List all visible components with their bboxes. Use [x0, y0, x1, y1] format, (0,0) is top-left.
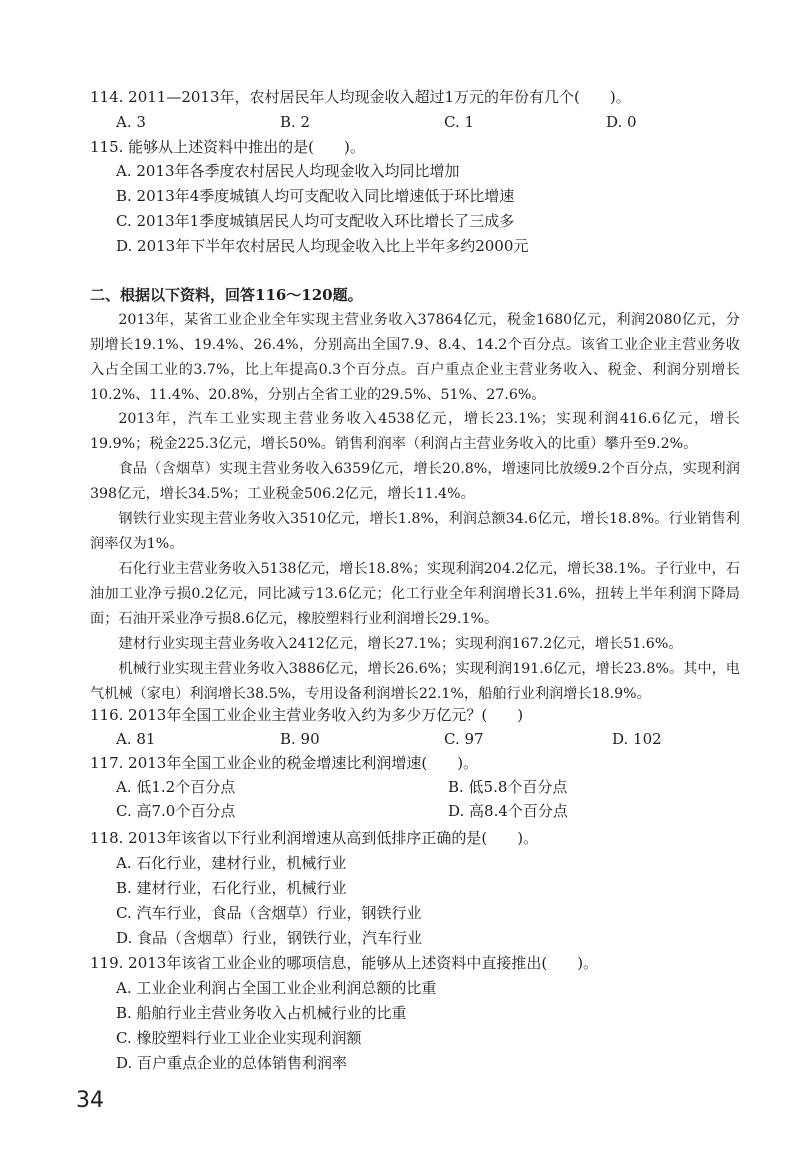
q115-option-c: C. 2013年1季度城镇居民人均可支配收入环比增长了三成多: [116, 212, 515, 230]
q114-option-d: D. 0: [606, 113, 637, 131]
q115-option-d: D. 2013年下半年农村居民人均现金收入比上半年多约2000元: [116, 237, 529, 255]
q117-option-d: D. 高8.4个百分点: [448, 802, 568, 820]
q116-option-c: C. 97: [444, 730, 484, 748]
q119-option-c: C. 橡胶塑料行业工业企业实现利润额: [116, 1029, 362, 1047]
section-2-heading: 二、根据以下资料，回答116～120题。: [90, 286, 363, 304]
question-119-stem: 119. 2013年该省工业企业的哪项信息，能够从上述资料中直接推出( )。: [90, 954, 599, 972]
q118-option-d: D. 食品（含烟草）行业，钢铁行业，汽车行业: [116, 929, 423, 947]
material-paragraph-5: 石化行业主营业务收入5138亿元，增长18.8%；实现利润204.2亿元，增长38.1%。子行业中，石油加工业净亏损0.2亿元，同比减亏13.6亿元；化工行业全年利润增长31.6%，扭转上半年利润下降局面；石油开采业净亏损8.6亿元，橡胶塑料行业利润增长29.1%。: [90, 561, 740, 627]
q114-option-c: C. 1: [444, 113, 475, 131]
question-116-stem: 116. 2013年全国工业企业主营业务收入约为多少万亿元？( ): [90, 706, 524, 724]
material-paragraph-7: 机械行业实现主营业务收入3886亿元，增长26.6%；实现利润191.6亿元，增长23.8%。其中，电气机械（家电）利润增长38.5%，专用设备利润增长22.1%，船舶行业利润增长18.9%。: [90, 661, 740, 702]
question-118-stem: 118. 2013年该省以下行业利润增速从高到低排序正确的是( )。: [90, 829, 539, 847]
q117-option-c: C. 高7.0个百分点: [116, 802, 236, 820]
q116-option-b: B. 90: [280, 730, 320, 748]
question-114-stem: 114. 2011—2013年，农村居民年人均现金收入超过1万元的年份有几个( )。: [90, 88, 631, 106]
page-number: 34: [76, 1088, 104, 1113]
q115-option-b: B. 2013年4季度城镇人均可支配收入同比增速低于环比增速: [116, 187, 515, 205]
q119-option-a: A. 工业企业利润占全国工业企业利润总额的比重: [116, 979, 437, 997]
q116-option-d: D. 102: [612, 730, 662, 748]
q114-option-b: B. 2: [280, 113, 311, 131]
material-paragraph-6: 建材行业实现主营业务收入2412亿元，增长27.1%；实现利润167.2亿元，增长51.6%。: [118, 636, 683, 652]
question-115-stem: 115. 能够从上述资料中推出的是( )。: [90, 138, 365, 156]
q115-option-a: A. 2013年各季度农村居民人均现金收入均同比增加: [116, 162, 460, 180]
q118-option-a: A. 石化行业，建材行业，机械行业: [116, 854, 347, 872]
question-117-stem: 117. 2013年全国工业企业的税金增速比利润增速( )。: [90, 754, 479, 772]
material-paragraph-2: 2013年，汽车工业实现主营业务收入4538亿元，增长23.1%；实现利润416.6亿元，增长19.9%；税金225.3亿元，增长50%。销售利润率（利润占主营业务收入的比重）攀升至9.2%。: [90, 411, 740, 452]
q117-option-a: A. 低1.2个百分点: [116, 778, 236, 796]
q116-option-a: A. 81: [116, 730, 156, 748]
q118-option-c: C. 汽车行业，食品（含烟草）行业，钢铁行业: [116, 904, 422, 922]
q119-option-d: D. 百户重点企业的总体销售利润率: [116, 1054, 348, 1072]
q119-option-b: B. 船舶行业主营业务收入占机械行业的比重: [116, 1004, 407, 1022]
q114-option-a: A. 3: [116, 113, 146, 131]
material-paragraph-1: 2013年，某省工业企业全年实现主营业务收入37864亿元，税金1680亿元，利润2080亿元，分别增长19.1%、19.4%、26.4%，分别高出全国7.9、8.4、14.2个百分点。该省工业企业主营业务收入占全国工业的3.7%，比上年提高0.3个百分点。百户重点企业主营业务收入、税金、利润分别增长10.2%、11.4%、20.8%，分别占全省工业的29.5%、51%、27.6%。: [90, 312, 740, 403]
q118-option-b: B. 建材行业，石化行业，机械行业: [116, 879, 347, 897]
q117-option-b: B. 低5.8个百分点: [448, 778, 568, 796]
material-paragraph-4: 钢铁行业实现主营业务收入3510亿元，增长1.8%，利润总额34.6亿元，增长18.8%。行业销售利润率仅为1%。: [90, 511, 740, 552]
material-paragraph-3: 食品（含烟草）实现主营业务收入6359亿元，增长20.8%，增速同比放缓9.2个百分点，实现利润398亿元，增长34.5%；工业税金506.2亿元，增长11.4%。: [90, 461, 740, 502]
